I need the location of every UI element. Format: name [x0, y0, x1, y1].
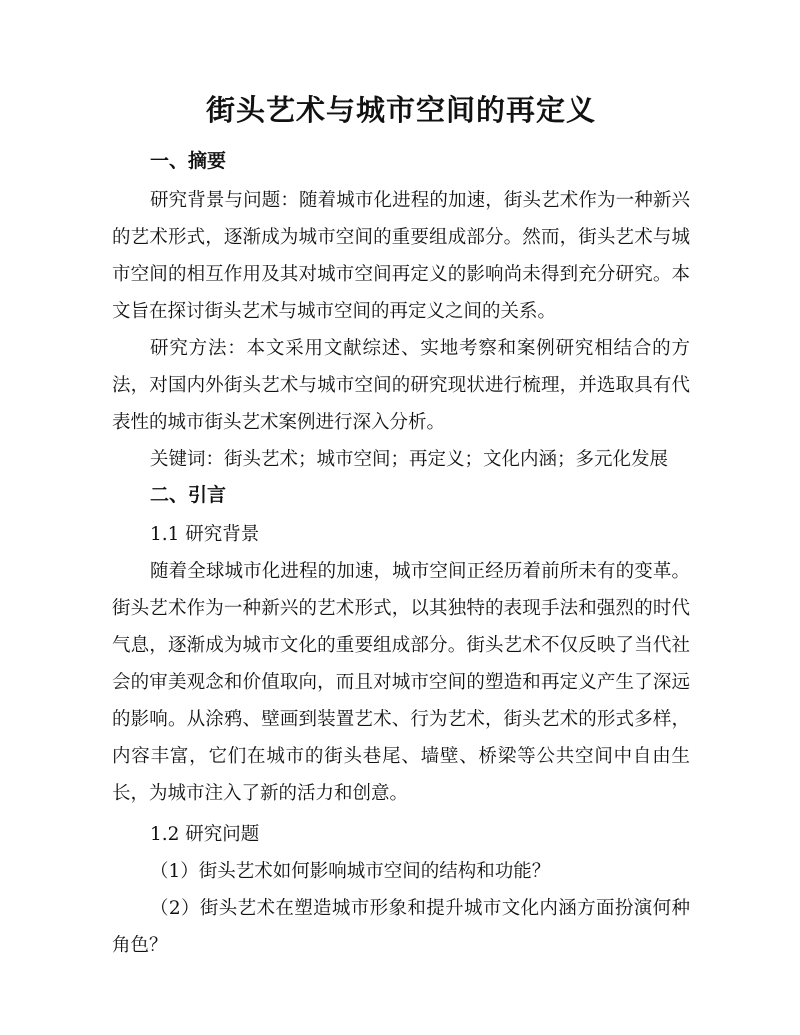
document-page	[112, 88, 690, 964]
section-introduction	[112, 478, 690, 964]
subsection-title-questions: 1.2 研究问题	[150, 824, 260, 845]
section-heading-abstract: 一、摘要	[150, 150, 227, 172]
research-question-2: （2）街头艺术在塑造城市形象和提升城市文化内涵方面扮演何种角色？	[112, 898, 690, 956]
abstract-method-paragraph: 研究方法：本文采用文献综述、实地考察和案例研究相结合的方法，对国内外街头艺术与城市空间的研究现状进行梳理，并选取具有代表性的城市街头艺术案例进行深入分析。	[112, 338, 690, 433]
section-heading-introduction: 二、引言	[150, 484, 227, 506]
document-title: 街头艺术与城市空间的再定义	[205, 93, 596, 127]
abstract-keywords: 关键词：街头艺术；城市空间；再定义；文化内涵；多元化发展	[150, 449, 669, 470]
research-question-1: （1）街头艺术如何影响城市空间的结构和功能？	[150, 861, 551, 882]
abstract-background-paragraph: 研究背景与问题：随着城市化进程的加速，街头艺术作为一种新兴的艺术形式，逐渐成为城市空间的重要组成部分。然而，街头艺术与城市空间的相互作用及其对城市空间再定义的影响尚未得到充分研究。本文旨在探讨街头艺术与城市空间的再定义之间的关系。	[112, 190, 690, 322]
background-paragraph: 随着全球城市化进程的加速，城市空间正经历着前所未有的变革。街头艺术作为一种新兴的艺术形式，以其独特的表现手法和强烈的时代气息，逐渐成为城市文化的重要组成部分。街头艺术不仅反映了当代社会的审美观念和价值取向，而且对城市空间的塑造和再定义产生了深远的影响。从涂鸦、壁画到装置艺术、行为艺术，街头艺术的形式多样，内容丰富，它们在城市的街头巷尾、墙壁、桥梁等公共空间中自由生长，为城市注入了新的活力和创意。	[112, 561, 690, 804]
section-abstract	[112, 144, 690, 478]
subsection-title-background: 1.1 研究背景	[150, 524, 260, 545]
